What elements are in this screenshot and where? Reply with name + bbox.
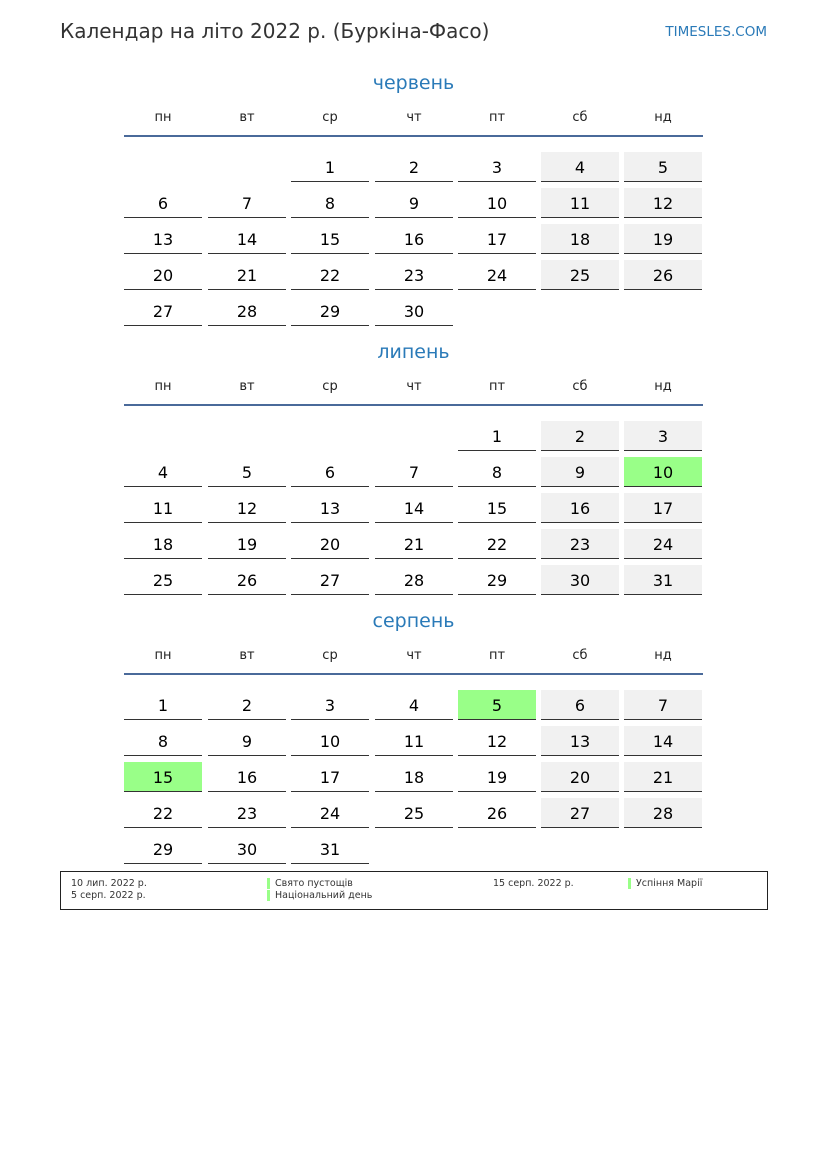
day-cell: 27 [124,296,202,326]
day-cell: 26 [458,798,536,828]
day-cell: 24 [291,798,369,828]
header-divider [124,135,703,137]
day-cell: 2 [541,421,619,451]
day-cell: 22 [124,798,202,828]
day-cell: 18 [541,224,619,254]
day-cell: 6 [291,457,369,487]
page-title: Календар на літо 2022 р. (Буркіна-Фасо) [60,19,490,43]
day-cell: 9 [208,726,286,756]
day-cell: 4 [375,690,453,720]
weekday-header: пт [488,648,506,663]
day-cell: 21 [208,260,286,290]
month-title: червень [372,72,455,94]
day-cell: 2 [208,690,286,720]
weekday-header: ср [322,110,338,125]
day-cell: 21 [624,762,702,792]
day-cell: 17 [624,493,702,523]
header-divider [124,404,703,406]
day-cell: 20 [541,762,619,792]
weekday-header: пн [154,648,172,663]
day-cell: 10 [291,726,369,756]
day-cell: 30 [375,296,453,326]
day-cell: 19 [624,224,702,254]
day-cell: 13 [291,493,369,523]
weekday-header: чт [406,648,422,663]
day-cell: 12 [458,726,536,756]
header-divider [124,673,703,675]
weekday-header: сб [572,110,588,125]
day-cell: 20 [124,260,202,290]
day-cell: 23 [208,798,286,828]
day-cell: 23 [541,529,619,559]
day-cell: 28 [208,296,286,326]
legend-date: 5 серп. 2022 р. [71,890,146,901]
day-cell: 17 [291,762,369,792]
day-cell: 15 [291,224,369,254]
day-cell: 31 [291,834,369,864]
weekday-header: нд [654,379,672,394]
day-cell: 3 [458,152,536,182]
day-cell: 4 [541,152,619,182]
day-cell: 18 [375,762,453,792]
weekday-header: пн [154,379,172,394]
day-cell: 3 [624,421,702,451]
day-cell: 28 [375,565,453,595]
weekday-header: пт [488,110,506,125]
legend-date: 10 лип. 2022 р. [71,878,147,889]
day-cell: 2 [375,152,453,182]
day-cell: 17 [458,224,536,254]
day-cell: 22 [458,529,536,559]
day-cell: 31 [624,565,702,595]
day-cell: 5 [624,152,702,182]
day-cell: 4 [124,457,202,487]
holiday-legend [60,871,768,910]
site-link[interactable]: TIMESLES.COM [665,24,767,40]
day-cell: 28 [624,798,702,828]
day-cell: 20 [291,529,369,559]
day-cell: 30 [541,565,619,595]
day-cell: 29 [124,834,202,864]
day-cell: 26 [208,565,286,595]
day-cell: 7 [624,690,702,720]
weekday-header: чт [406,379,422,394]
day-cell: 14 [375,493,453,523]
legend-holiday-name: Свято пустощів [275,878,353,889]
day-cell: 8 [458,457,536,487]
holiday-day-cell: 10 [624,457,702,487]
day-cell: 8 [124,726,202,756]
day-cell: 29 [458,565,536,595]
month-title: липень [377,341,450,363]
day-cell: 7 [375,457,453,487]
day-cell: 12 [208,493,286,523]
weekday-header: нд [654,110,672,125]
legend-date: 15 серп. 2022 р. [493,878,574,889]
day-cell: 11 [541,188,619,218]
legend-holiday-name: Національний день [275,890,373,901]
month-calendar [0,341,827,591]
weekday-header: пн [154,110,172,125]
day-cell: 19 [208,529,286,559]
day-cell: 30 [208,834,286,864]
day-cell: 16 [541,493,619,523]
day-cell: 22 [291,260,369,290]
day-cell: 13 [124,224,202,254]
day-cell: 8 [291,188,369,218]
day-cell: 29 [291,296,369,326]
holiday-day-cell: 15 [124,762,202,792]
weekday-header: ср [322,379,338,394]
day-cell: 3 [291,690,369,720]
day-cell: 27 [541,798,619,828]
holiday-day-cell: 5 [458,690,536,720]
day-cell: 9 [541,457,619,487]
day-cell: 24 [624,529,702,559]
weekday-header: сб [572,379,588,394]
day-cell: 1 [291,152,369,182]
day-cell: 5 [208,457,286,487]
month-calendar [0,72,827,322]
legend-holiday-name: Успіння Марії [636,878,703,889]
day-cell: 24 [458,260,536,290]
day-cell: 11 [124,493,202,523]
day-cell: 19 [458,762,536,792]
weekday-header: вт [239,379,255,394]
day-cell: 1 [458,421,536,451]
day-cell: 9 [375,188,453,218]
weekday-header: нд [654,648,672,663]
day-cell: 25 [124,565,202,595]
day-cell: 6 [541,690,619,720]
holiday-marker-icon [628,878,631,889]
day-cell: 16 [208,762,286,792]
day-cell: 18 [124,529,202,559]
day-cell: 11 [375,726,453,756]
day-cell: 26 [624,260,702,290]
day-cell: 25 [541,260,619,290]
month-calendar [0,610,827,860]
day-cell: 23 [375,260,453,290]
weekday-header: вт [239,110,255,125]
weekday-header: пт [488,379,506,394]
day-cell: 14 [208,224,286,254]
day-cell: 13 [541,726,619,756]
day-cell: 1 [124,690,202,720]
day-cell: 12 [624,188,702,218]
day-cell: 10 [458,188,536,218]
day-cell: 27 [291,565,369,595]
day-cell: 16 [375,224,453,254]
holiday-marker-icon [267,878,270,889]
day-cell: 6 [124,188,202,218]
month-title: серпень [372,610,455,632]
holiday-marker-icon [267,890,270,901]
day-cell: 15 [458,493,536,523]
weekday-header: вт [239,648,255,663]
day-cell: 7 [208,188,286,218]
weekday-header: ср [322,648,338,663]
day-cell: 21 [375,529,453,559]
weekday-header: сб [572,648,588,663]
day-cell: 14 [624,726,702,756]
day-cell: 25 [375,798,453,828]
weekday-header: чт [406,110,422,125]
